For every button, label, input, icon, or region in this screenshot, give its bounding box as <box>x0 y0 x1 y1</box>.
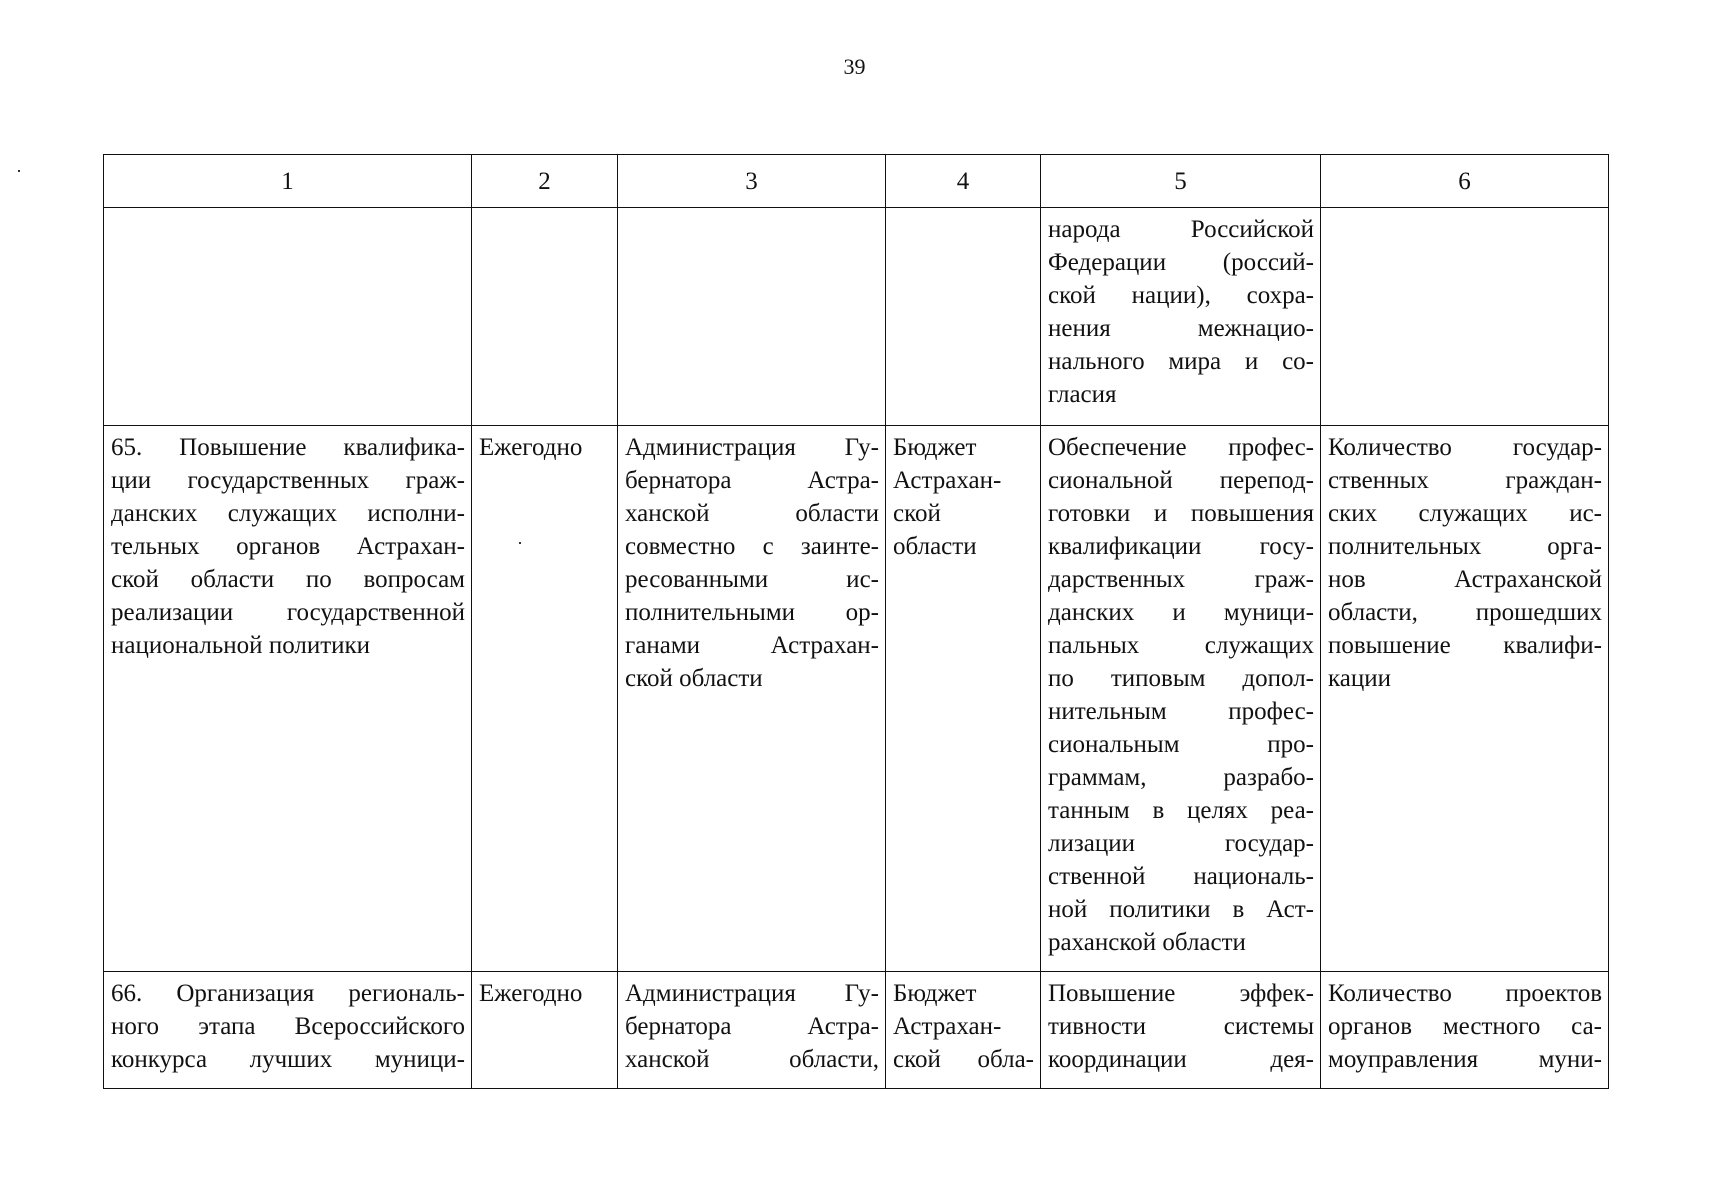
table-row <box>104 208 1609 426</box>
cell-line: Астрахан- <box>893 1013 1002 1040</box>
cell-line: раханской области <box>1048 929 1246 956</box>
cell-line: ханской области <box>625 500 879 527</box>
cell-line: 66. Организация региональ- <box>111 980 465 1007</box>
column-header: 6 <box>1321 155 1609 208</box>
table-row <box>104 426 1609 972</box>
executor-cell <box>618 426 886 972</box>
column-header: 5 <box>1041 155 1321 208</box>
cell-line: области, прошедших <box>1328 599 1602 626</box>
deadline-cell <box>472 972 618 1089</box>
indicator-cell <box>1321 426 1609 972</box>
cell-line: ской области <box>625 665 763 692</box>
executor-cell <box>618 972 886 1089</box>
expected-result-cell <box>1041 972 1321 1089</box>
cell-line: по типовым допол- <box>1048 665 1314 692</box>
cell-line: координации дея- <box>1048 1046 1314 1073</box>
cell-line: Бюджет <box>893 434 977 461</box>
scan-speck <box>519 542 521 544</box>
cell-line: Администрация Гу- <box>625 980 879 1007</box>
cell-line: ции государственных граж- <box>111 467 465 494</box>
indicator-cell <box>1321 972 1609 1089</box>
cell-line: данских служащих исполни- <box>111 500 465 527</box>
cell-line: ганами Астрахан- <box>625 632 879 659</box>
cell-line: ственных граждан- <box>1328 467 1602 494</box>
cell-line: Количество государ- <box>1328 434 1602 461</box>
cell-line: Обеспечение профес- <box>1048 434 1314 461</box>
cell-line: тивности системы <box>1048 1013 1314 1040</box>
measure-name-cell <box>104 972 472 1089</box>
measures-table <box>103 154 1609 1089</box>
funding-source-cell <box>886 208 1041 426</box>
measure-name-cell <box>104 426 472 972</box>
cell-line: повышение квалифи- <box>1328 632 1602 659</box>
measure-name-cell <box>104 208 472 426</box>
cell-line: дарственных граж- <box>1048 566 1314 593</box>
scan-speck <box>18 170 20 172</box>
cell-line: полнительных орга- <box>1328 533 1602 560</box>
cell-line: совместно с заинте- <box>625 533 879 560</box>
deadline-cell <box>472 426 618 972</box>
expected-result-cell <box>1041 208 1321 426</box>
cell-line: народа Российской <box>1048 216 1314 243</box>
cell-line: Администрация Гу- <box>625 434 879 461</box>
table-header-row <box>104 155 1609 208</box>
cell-line: бернатора Астра- <box>625 467 879 494</box>
cell-line: Повышение эффек- <box>1048 980 1314 1007</box>
deadline-cell <box>472 208 618 426</box>
cell-line: лизации государ- <box>1048 830 1314 857</box>
cell-line: Астрахан- <box>893 467 1002 494</box>
column-header: 1 <box>104 155 472 208</box>
cell-line: Количество проектов <box>1328 980 1602 1007</box>
cell-line: ного этапа Всероссийского <box>111 1013 465 1040</box>
cell-line: 65. Повышение квалифика- <box>111 434 465 461</box>
cell-line: танным в целях реа- <box>1048 797 1314 824</box>
page-number: 39 <box>843 54 866 79</box>
cell-line: нального мира и со- <box>1048 348 1314 375</box>
column-header: 3 <box>618 155 886 208</box>
cell-line: конкурса лучших муници- <box>111 1046 465 1073</box>
cell-line: тельных органов Астрахан- <box>111 533 465 560</box>
cell-line: готовки и повышения <box>1048 500 1314 527</box>
cell-line: национальной политики <box>111 632 371 659</box>
cell-line: ресованными ис- <box>625 566 879 593</box>
cell-line: сиональным про- <box>1048 731 1314 758</box>
cell-line: пальных служащих <box>1048 632 1314 659</box>
cell-line: нов Астраханской <box>1328 566 1602 593</box>
cell-line: области <box>893 533 977 560</box>
cell-line: Ежегодно <box>479 980 583 1007</box>
column-header: 2 <box>472 155 618 208</box>
cell-line: Бюджет <box>893 980 977 1007</box>
expected-result-cell <box>1041 426 1321 972</box>
cell-line: данских и муници- <box>1048 599 1314 626</box>
cell-line: кации <box>1328 665 1392 692</box>
cell-line: нительным профес- <box>1048 698 1314 725</box>
cell-line: органов местного са- <box>1328 1013 1602 1040</box>
cell-line: ственной националь- <box>1048 863 1314 890</box>
cell-line: граммам, разрабо- <box>1048 764 1314 791</box>
cell-line: реализации государственной <box>111 599 465 626</box>
cell-line: ской обла- <box>893 1046 1034 1073</box>
cell-line: ских служащих ис- <box>1328 500 1602 527</box>
cell-line: гласия <box>1048 381 1117 408</box>
cell-line: ской нации), сохра- <box>1048 282 1314 309</box>
cell-line: моуправления муни- <box>1328 1046 1602 1073</box>
funding-source-cell <box>886 972 1041 1089</box>
cell-line: нения межнацио- <box>1048 315 1314 342</box>
cell-line: ной политики в Аст- <box>1048 896 1314 923</box>
cell-line: Федерации (россий- <box>1048 249 1314 276</box>
cell-line: квалификации госу- <box>1048 533 1314 560</box>
executor-cell <box>618 208 886 426</box>
cell-line: бернатора Астра- <box>625 1013 879 1040</box>
column-header: 4 <box>886 155 1041 208</box>
indicator-cell <box>1321 208 1609 426</box>
cell-line: полнительными ор- <box>625 599 879 626</box>
cell-line: ской области по вопросам <box>111 566 465 593</box>
cell-line: ской <box>893 500 941 527</box>
cell-line: Ежегодно <box>479 434 583 461</box>
funding-source-cell <box>886 426 1041 972</box>
cell-line: сиональной перепод- <box>1048 467 1314 494</box>
table-row <box>104 972 1609 1089</box>
cell-line: ханской области, <box>625 1046 879 1073</box>
